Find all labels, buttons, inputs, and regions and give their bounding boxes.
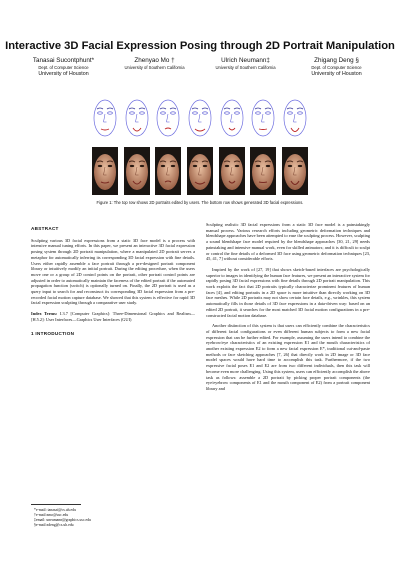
footnote: †e-mail:zmo@usc.edu — [34, 513, 69, 517]
author-affiliation: Dept. of Computer Science — [38, 65, 89, 70]
figure-caption: Figure 1: The top row shows 2D portraits edited by users. The bottom row shows generated 3D facial expressions. — [96, 200, 304, 205]
author-2 — [109, 57, 200, 77]
author-name: Zhigang Deng § — [314, 57, 359, 64]
author-name: Tanasai Sucontphunt* — [32, 57, 95, 64]
face-portrait-icon — [250, 94, 276, 142]
abstract-heading: ABSTRACT — [31, 226, 59, 231]
rendered-face-row — [92, 147, 308, 195]
index-terms-label: Index Terms: — [31, 311, 58, 317]
footnote: *e-mail: tanasai@cs.uh.edu — [34, 508, 76, 512]
face-photo-icon — [187, 147, 213, 195]
author-block — [18, 57, 382, 77]
footnotes — [31, 504, 195, 528]
index-terms — [31, 311, 195, 322]
author-affiliation: University of Southern California — [215, 65, 276, 70]
author-name: Ulrich Neumann‡ — [221, 57, 270, 64]
author-name: Zhenyao Mo † — [134, 57, 175, 64]
face-photo-icon — [282, 147, 308, 195]
author-affiliation: Dept. of Computer Science — [311, 65, 362, 70]
paper-title: Interactive 3D Facial Expression Posing through 2D Portrait Manipulation — [5, 40, 395, 52]
abstract-text: Sculpting various 3D facial expressions from a static 3D face model is a process with intensive manual tuning efforts. In this paper, we present an interactive 3D facial expression posing system through 2D portrait manipulation, where a manipulated 2D portrait serves a metaphor for automatically inferring its corresponding 3D facial expression with fine details. Users either rapidly assemble a face portrait through a pre-designed portrait component library or intuitively modify an initial portrait. During the editing procedure, when the users move one or a group of 2D control points on the portrait, other portrait control points are adjusted in order to automatically maintain the faceness of the edited portrait if the automated propagation function (switch) is optionally turned on. Finally, the 2D portrait is used as a query input to search for and reconstruct its corresponding 3D facial expression from a pre-recorded facial motion capture database. We showed that this system is effective for rapid 3D facial expression sculpting through a comparative user study. — [31, 237, 195, 306]
author-affiliation: University of Southern California — [124, 65, 185, 70]
face-portrait-icon — [282, 94, 308, 142]
author-3 — [200, 57, 291, 77]
portrait-row — [92, 94, 308, 142]
footnote: §e-mail:zdeng@cs.uh.edu — [34, 523, 74, 527]
index-terms-text: I.3.7 [Computer Graphics]: Three-Dimensional Graphics and Realism— [H.5.2]: User Interfaces—Graphics User Interfaces (GUI) — [31, 311, 195, 322]
face-portrait-icon — [155, 94, 181, 142]
face-portrait-icon — [187, 94, 213, 142]
face-portrait-icon — [219, 94, 245, 142]
face-photo-icon — [250, 147, 276, 195]
left-column — [31, 222, 195, 342]
body-paragraph: Inspired by the work of [27, 19] that shows sketch-based interfaces are psychologically superior to images in identifying the human face features, we present an interactive system for rapidly posing 3D facial expressions with fine details through 2D portrait manipulation. This work exploits the fact that 2D portraits typically characterize prominent features of human faces [4], and editing portraits in a 2D space is more intuitive than directly working on 3D face meshes. While 2D portraits may not show certain face details, e.g., wrinkles, this system automatically fills in those details of 3D face expressions in a data-driven way: based on an edited 2D portrait, it searches for the most matched 3D facial motion configurations in a pre-constructed facial motion database. — [206, 266, 370, 318]
face-portrait-icon — [92, 94, 118, 142]
face-photo-icon — [92, 147, 118, 195]
author-institution: University of Houston — [38, 71, 89, 77]
face-photo-icon — [219, 147, 245, 195]
body-paragraph: Sculpting realistic 3D facial expressions from a static 3D face model is a painstakingly manual process. Various research efforts including geometric deformation techniques and blendshape approaches have been attempted to ease the sculpting process. However, sculpting a sound blendshape face model required by the blendshape approaches [30, 21, 29] needs painstaking and intensive manual work, even for skilled animators; and it is difficult to sculpt or control the fine details of a deformed 3D face using geometric deformation techniques [23, 45, 41, 7] without considerable efforts. — [206, 222, 370, 262]
footnote: ‡email: uneumann@graphics.usc.edu — [34, 518, 91, 522]
face-photo-icon — [124, 147, 150, 195]
face-portrait-icon — [124, 94, 150, 142]
author-4 — [291, 57, 382, 77]
author-institution: University of Houston — [311, 71, 362, 77]
body-paragraph: Another distinction of this system is that users can efficiently combine the characteristics of different facial configurations or even different human subjects to form a new facial expression that can be further edited. For example, assuming the users intend to combine the eyebrow/eye characteristics of an existing expression E1 and the mouth characteristics of another existing expression E2 to form a new facial expression E*, traditional cut-and-paste methods or face sketching approaches [7, 26] that directly work in 2D image or 3D face model spaces would have hard time to accomplish this task. Furthermore, if the two expressive facial poses E1 and E2 are from two different individuals, then this task will become even more challenging. Using this system, users can efficiently accomplish the above task as follows: assemble a 2D portrait by picking proper portrait components (the eye/eyebrow components of E1 and the mouth component of E2) from a portrait component library and — [206, 323, 370, 391]
author-1 — [18, 57, 109, 77]
footnote-rule — [31, 504, 81, 505]
face-photo-icon — [155, 147, 181, 195]
introduction-heading: 1 INTRODUCTION — [31, 330, 75, 336]
right-column — [206, 222, 370, 397]
